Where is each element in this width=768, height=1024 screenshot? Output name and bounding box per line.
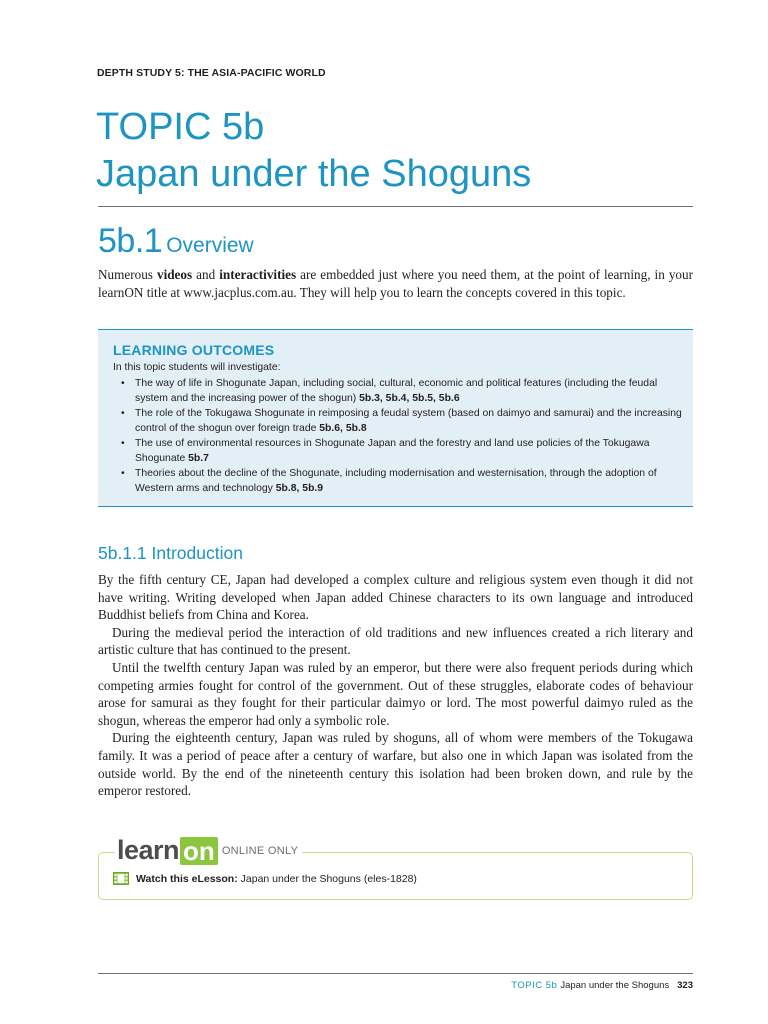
outcome-text: The use of environmental resources in Shogunate Japan and the forestry and land use policies of the Tokugawa Shogunate — [135, 438, 650, 464]
depth-study-label: DEPTH STUDY 5: THE ASIA-PACIFIC WORLD — [97, 67, 326, 79]
title-divider — [98, 206, 693, 207]
film-icon — [113, 872, 129, 885]
interactivities-emphasis: interactivities — [219, 267, 297, 282]
learning-outcome-item — [113, 436, 683, 466]
page-footer — [511, 980, 693, 991]
learning-outcome-item — [113, 406, 683, 436]
body-paragraph: During the eighteenth century, Japan was ruled by shoguns, all of whom were members of the Tokugawa family. It was a period of peace after a century of warfare, but also one in which Japan was isolated from the outside world. By the end of the nineteenth century this isolation had been broken down, and rule by the emperor restored. — [98, 730, 693, 799]
outcome-text: Theories about the decline of the Shogunate, including modernisation and westernisation, through the adoption of Western arms and technology — [135, 468, 657, 494]
outcome-reference: 5b.3, 5b.4, 5b.5, 5b.6 — [359, 393, 460, 404]
learning-outcomes-title: LEARNING OUTCOMES — [113, 342, 275, 358]
elesson-link[interactable] — [136, 873, 417, 885]
topic-title: Japan under the Shoguns — [96, 153, 532, 195]
outcome-reference: 5b.8, 5b.9 — [275, 483, 324, 494]
overview-text: and — [192, 267, 220, 282]
body-paragraph: By the fifth century CE, Japan had developed a complex culture and religious system even though it did not have writing. Writing developed when Japan added Chinese characters to its own language and introduced Buddhist beliefs from China and Korea. — [98, 572, 693, 623]
footer-divider — [98, 973, 693, 974]
learnon-logo-on: on — [180, 837, 218, 865]
outcome-text: The way of life in Shogunate Japan, including social, cultural, economic and political features (including the feudal system and the increasing power of the shogun) — [135, 378, 658, 404]
learning-outcome-item — [113, 466, 683, 496]
topic-number: TOPIC 5b — [96, 106, 265, 148]
body-paragraph: Until the twelfth century Japan was ruled by an emperor, but there were also frequent periods during which competing armies fought for control of the government. Out of these struggles, elaborate codes of behaviour arose for samurai as they fought for their particular daimyo or lord. The most powerful daimyo ruled as the shogun, whereas the emperor had only a symbolic role. — [98, 659, 693, 728]
outcome-reference: 5b.6, 5b.8 — [319, 423, 367, 434]
introduction-heading: 5b.1.1 Introduction — [98, 543, 243, 563]
outcome-reference: 5b.7 — [188, 453, 209, 464]
overview-paragraph — [98, 266, 693, 301]
footer-topic: TOPIC 5b — [511, 980, 558, 991]
section-title: Overview — [166, 234, 254, 257]
learning-outcomes-intro: In this topic students will investigate: — [113, 362, 281, 373]
page-number: 323 — [677, 980, 693, 991]
elesson-title: Japan under the Shoguns (eles-1828) — [237, 873, 417, 885]
overview-text: Numerous — [98, 267, 157, 282]
introduction-body — [98, 571, 693, 800]
learning-outcomes-box — [98, 329, 693, 507]
learnon-logo — [115, 835, 302, 865]
learning-outcomes-list — [113, 376, 683, 496]
footer-title: Japan under the Shoguns — [560, 980, 670, 991]
elesson-label: Watch this eLesson: — [136, 873, 238, 885]
learning-outcome-item — [113, 376, 683, 406]
overview-text: are embedded just where you need them, at the point of learning, in your learnON title at www.jacplus.com.au. They will help you to learn the concepts covered in this topic. — [98, 267, 693, 300]
outcome-text: The role of the Tokugawa Shogunate in reimposing a feudal system (based on daimyo and samurai) and the increasing control of the shogun over foreign trade — [135, 408, 682, 434]
section-heading — [98, 222, 254, 261]
body-paragraph: During the medieval period the interaction of old traditions and new influences created a rich literary and artistic culture that has continued to the present. — [98, 624, 693, 658]
online-only-label: ONLINE ONLY — [221, 844, 299, 857]
learnon-logo-learn: learn — [117, 835, 180, 865]
section-number: 5b.1 — [98, 222, 163, 260]
videos-emphasis: videos — [156, 267, 193, 282]
